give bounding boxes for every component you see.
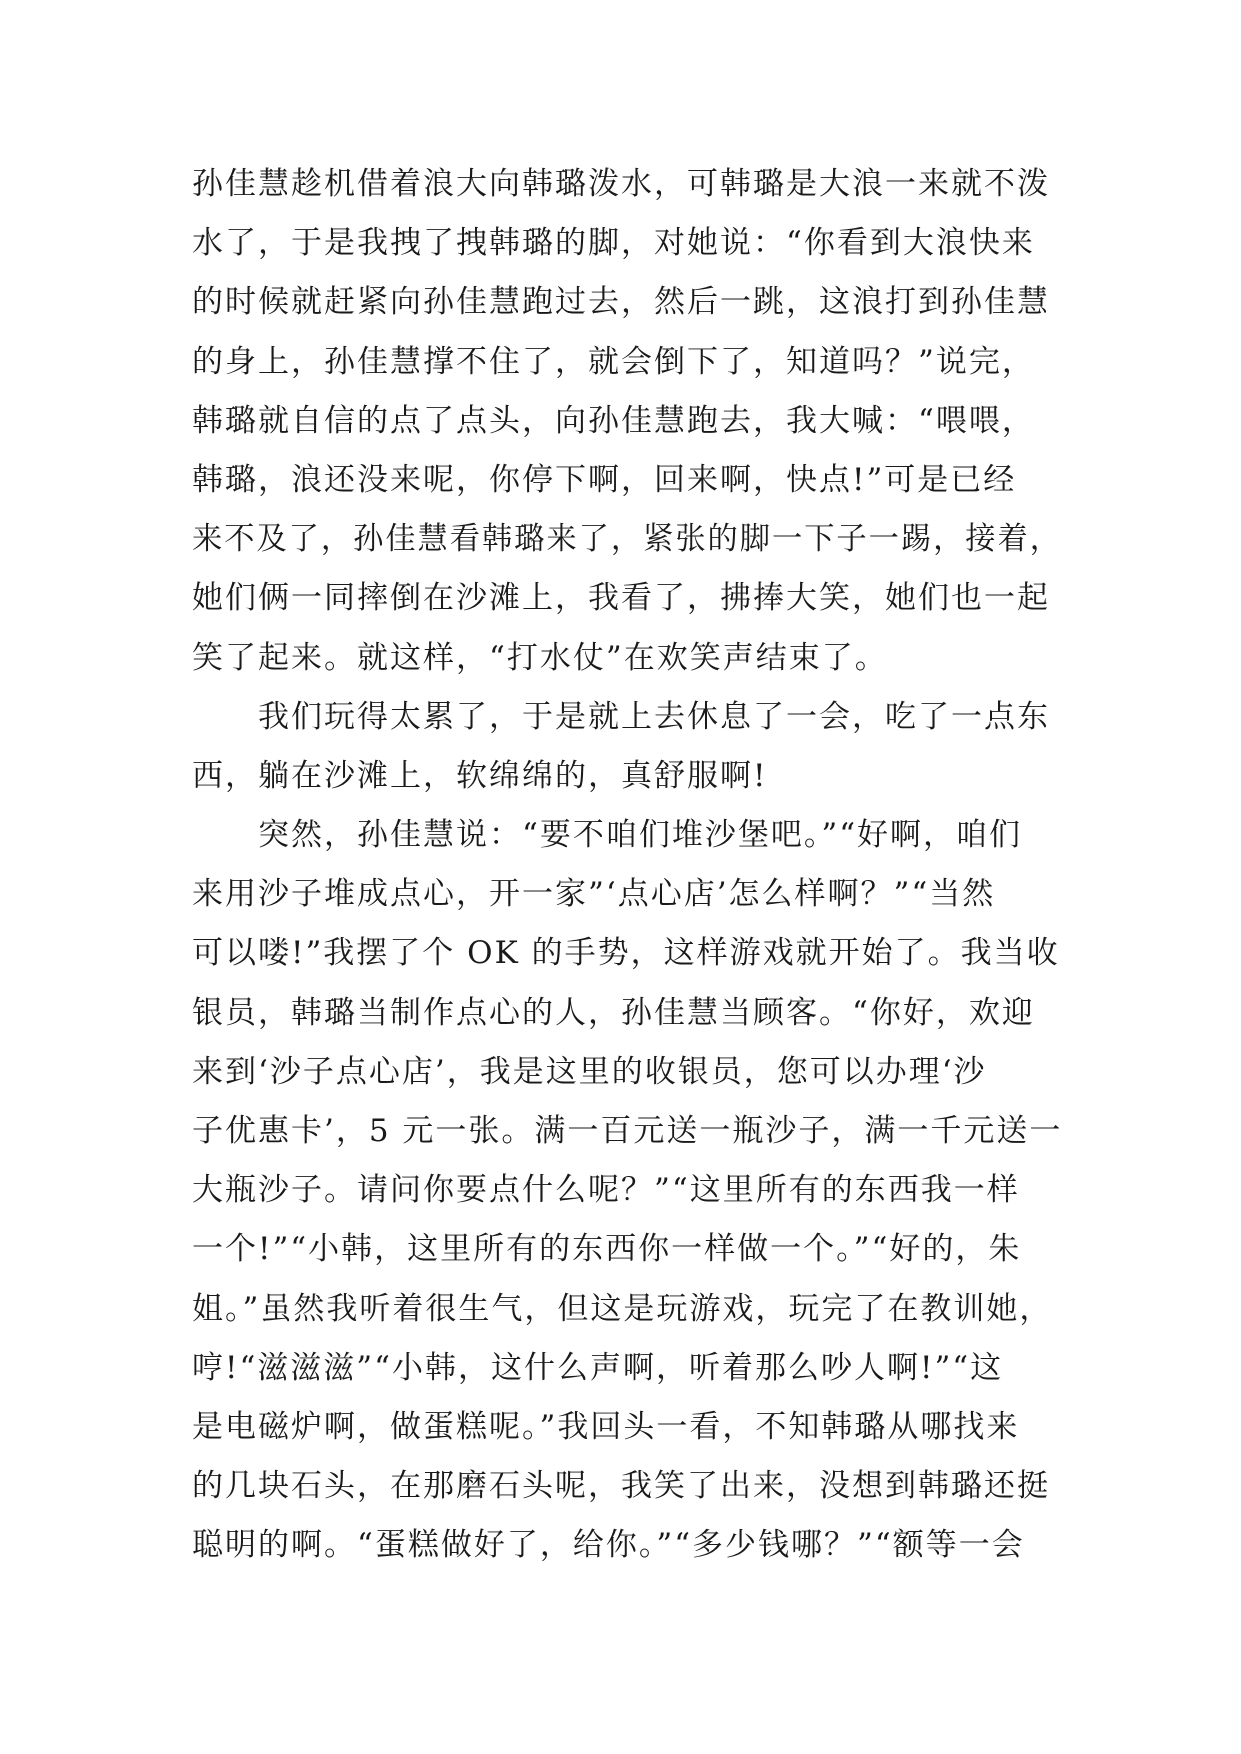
text-line: 哼!“滋滋滋”“小韩，这什么声啊，听着那么吵人啊!”“这 [192, 1349, 1004, 1386]
text-line: 聪明的啊。“蛋糕做好了，给你。”“多少钱哪？”“额等一会 [192, 1527, 1025, 1564]
text-line: 韩璐就自信的点了点头，向孙佳慧跑去，我大喊：“喂喂， [192, 402, 1035, 439]
text-line: 姐。”虽然我听着很生气，但这是玩游戏，玩完了在教训她， [192, 1290, 1053, 1327]
text-line: 是电磁炉啊，做蛋糕呢。”我回头一看，不知韩璐从哪找来 [192, 1408, 1020, 1445]
text-line: 笑了起来。就这样，“打水仗”在欢笑声结束了。 [192, 639, 888, 676]
text-line: 的时候就赶紧向孙佳慧跑过去，然后一跳，这浪打到孙佳慧 [192, 284, 1050, 321]
text-line: 水了，于是我拽了拽韩璐的脚，对她说：“你看到大浪快来 [192, 225, 1035, 262]
text-line: 的几块石头，在那磨石头呢，我笑了出来，没想到韩璐还挺 [192, 1468, 1050, 1505]
text-line: 一个!”“小韩，这里所有的东西你一样做一个。”“好的，朱 [192, 1231, 1022, 1268]
text-line: 来到‘沙子点心店’，我是这里的收银员，您可以办理‘沙 [192, 1053, 987, 1090]
text-line: 韩璐，浪还没来呢，你停下啊，回来啊，快点!”可是已经 [192, 461, 1017, 498]
text-line: 的身上，孙佳慧撑不住了，就会倒下了，知道吗？”说完， [192, 343, 1035, 380]
text-line: 来用沙子堆成点心，开一家”‘点心店’怎么样啊？”“当然 [192, 876, 996, 913]
text-line: 银员，韩璐当制作点心的人，孙佳慧当顾客。“你好，欢迎 [192, 994, 1035, 1031]
text-line: 她们俩一同摔倒在沙滩上，我看了，拂捧大笑，她们也一起 [192, 580, 1050, 617]
text-line: 孙佳慧趁机借着浪大向韩璐泼水，可韩璐是大浪一来就不泼 [192, 166, 1050, 202]
text-line: 我们玩得太累了，于是就上去休息了一会，吃了一点东 [258, 698, 1050, 735]
body-text [192, 155, 1062, 1576]
text-line: 可以喽!”我摆了个 OK 的手势，这样游戏就开始了。我当收 [192, 935, 1060, 972]
text-line: 突然，孙佳慧说：“要不咱们堆沙堡吧。”“好啊，咱们 [258, 817, 1023, 854]
text-line: 西，躺在沙滩上，软绵绵的，真舒服啊! [192, 757, 768, 794]
text-line: 子优惠卡’，5 元一张。满一百元送一瓶沙子，满一千元送一 [192, 1113, 1063, 1149]
text-line: 大瓶沙子。请问你要点什么呢？”“这里所有的东西我一样 [192, 1172, 1020, 1209]
text-line: 来不及了，孙佳慧看韩璐来了，紧张的脚一下子一踢，接着， [192, 521, 1062, 558]
